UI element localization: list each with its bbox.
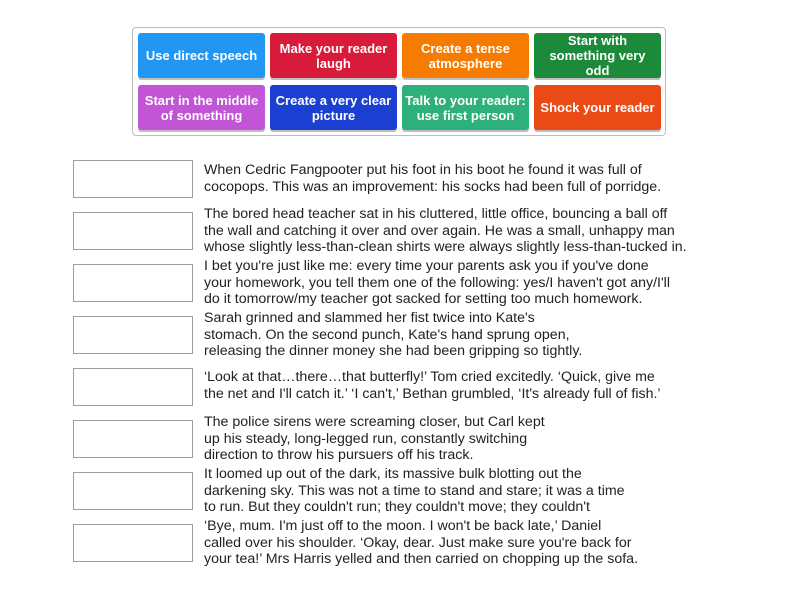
drop-slot[interactable]: [73, 316, 193, 354]
drop-slot[interactable]: [73, 368, 193, 406]
tile-shock-reader[interactable]: Shock your reader: [534, 85, 661, 130]
clue-text: When Cedric Fangpooter put his foot in his boot he found it was full of cocopops. This was an improvement: his socks had been full of porridge.: [204, 162, 662, 195]
drop-slot[interactable]: [73, 212, 193, 250]
clue-text: The bored head teacher sat in his cluttered, little office, bouncing a ball off the wall and catching it over and over again. He was a small, unhappy man whose slightly less-than-clean shirts were always slightly less-than-tucked in.: [204, 206, 687, 255]
drop-slot[interactable]: [73, 160, 193, 198]
tile-start-with-something-odd[interactable]: Start with something very odd: [534, 33, 661, 78]
clue-text: It loomed up out of the dark, its massive bulk blotting out the darkening sky. This was not a time to stand and stare; it was a time to run. But they couldn't run; they couldn't move; they couldn't: [204, 466, 625, 515]
clue-text: Sarah grinned and slammed her fist twice into Kate's stomach. On the second punch, Kate's hand sprung open, releasing the dinner money she had been gripping so tightly.: [204, 310, 583, 359]
drop-slot[interactable]: [73, 264, 193, 302]
tile-use-direct-speech[interactable]: Use direct speech: [138, 33, 265, 78]
tile-make-reader-laugh[interactable]: Make your reader laugh: [270, 33, 397, 78]
tile-create-clear-picture[interactable]: Create a very clear picture: [270, 85, 397, 130]
clue-text: The police sirens were screaming closer, but Carl kept up his steady, long-legged run, constantly switching direction to throw his pursuers off his track.: [204, 414, 545, 463]
drop-slot[interactable]: [73, 420, 193, 458]
tile-start-in-middle[interactable]: Start in the middle of something: [138, 85, 265, 130]
tile-create-tense-atmosphere[interactable]: Create a tense atmosphere: [402, 33, 529, 78]
answer-tile-panel: [132, 27, 666, 136]
tile-talk-to-reader[interactable]: Talk to your reader: use first person: [402, 85, 529, 130]
drop-slot[interactable]: [73, 524, 193, 562]
clue-text: I bet you're just like me: every time your parents ask you if you've done your homework, you tell them one of the following: yes/I haven't got any/I'll do it tomorrow/my teacher got sacked for setting too much homework.: [204, 258, 670, 307]
drop-slot[interactable]: [73, 472, 193, 510]
clue-text: ‘Bye, mum. I'm just off to the moon. I won't be back late,’ Daniel called over his shoulder. ‘Okay, dear. Just make sure you're back for your tea!’ Mrs Harris yelled and then carried on chopping up the sofa.: [204, 518, 639, 567]
clue-text: ‘Look at that…there…that butterfly!’ Tom cried excitedly. ‘Quick, give me the net and I'll catch it.’ ‘I can't,’ Bethan grumbled, ‘It's already full of fish.’: [204, 369, 661, 402]
